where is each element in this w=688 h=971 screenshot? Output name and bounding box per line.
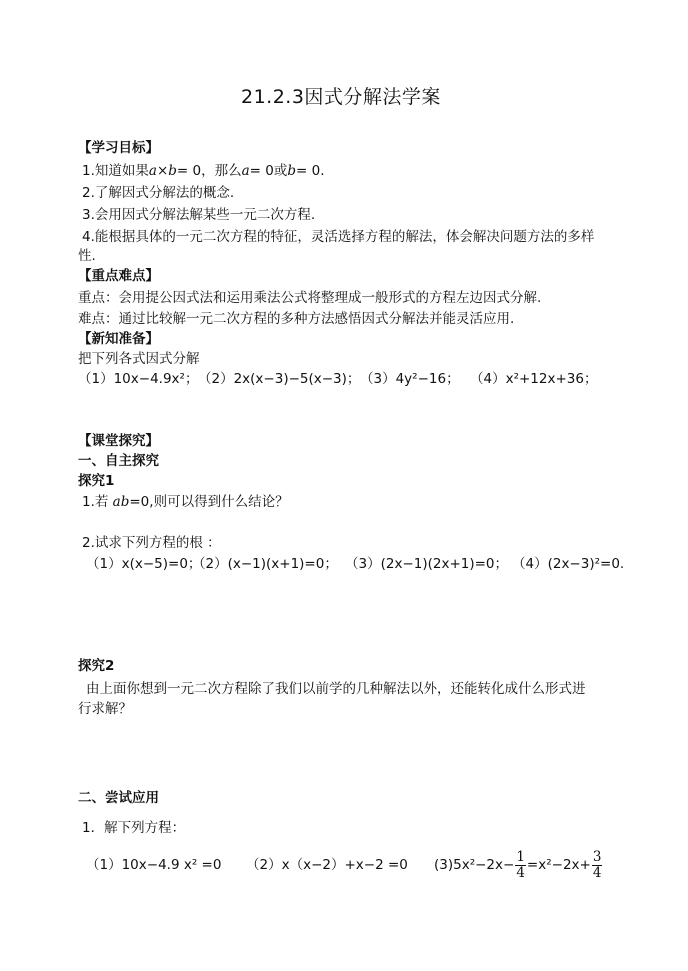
page-title: 21.2.3因式分解法学案 [241, 86, 441, 108]
root-equation-4: （4）(2x−3)²=0. [512, 556, 625, 572]
fraction-three-quarters: $\frac{3}{4}$ [592, 848, 602, 881]
exploration-1-label: 探究1 [78, 473, 115, 489]
root-equation-2: （2）(x−1)(x+1)=0； [192, 556, 338, 572]
exploration-2-question-line-2: 行求解？ [78, 701, 132, 717]
objective-1: 1.知道如果a×b= 0，那么a= 0或b= 0. [82, 163, 325, 179]
objective-4-line-1: 4.能根据具体的一元二次方程的特征，灵活选择方程的解法，体会解决问题方法的多样 [82, 229, 595, 245]
objective-4-line-2: 性. [78, 248, 96, 264]
objective-3: 3.会用因式分解法解某些一元二次方程. [82, 207, 316, 223]
exploration-2-label: 探究2 [78, 658, 115, 674]
factor-problem-1: （1）10x−4.9x²； [78, 371, 199, 387]
factor-problem-3: （3）4y²−16； [360, 371, 460, 387]
section-heading-exploration: 【课堂探究】 [78, 433, 159, 449]
root-equation-1: （1）x(x−5)=0； [86, 556, 202, 572]
key-point: 重点：会用提公因式法和运用乘法公式将整理成一般形式的方程左边因式分解. [78, 290, 542, 306]
objective-2: 2.了解因式分解法的概念. [82, 185, 235, 201]
root-equation-3: （3）(2x−1)(2x+1)=0； [345, 556, 509, 572]
exploration-question-2: 2.试求下列方程的根 ： [82, 535, 221, 551]
application-equation-1: （1）10x−4.9 x² =0 [86, 857, 222, 873]
section-heading-key-points: 【重点难点】 [78, 268, 159, 284]
subsection-self-exploration: 一、自主探究 [78, 453, 159, 469]
exploration-2-question-line-1: 由上面你想到一元二次方程除了我们以前学的几种解法以外，还能转化成什么形式进 [86, 681, 586, 697]
section-heading-objectives: 【学习目标】 [78, 140, 159, 156]
fraction-one-quarter: $\frac{1}{4}$ [516, 848, 525, 881]
application-equation-2: （2）x（x−2）+x−2 =0 [246, 857, 408, 873]
section-heading-application: 二、尝试应用 [78, 790, 159, 806]
section-heading-preparation: 【新知准备】 [78, 331, 159, 347]
exploration-question-1: 1.若 ab=0,则可以得到什么结论？ [82, 494, 289, 510]
factor-problem-4: （4）x²+12x+36； [470, 371, 598, 387]
application-question: 1．解下列方程： [82, 820, 186, 836]
factor-problem-2: （2）2x(x−3)−5(x−3)； [198, 371, 361, 387]
preparation-intro: 把下列各式因式分解 [78, 351, 200, 367]
difficult-point: 难点：通过比较解一元二次方程的多种方法感悟因式分解法并能灵活应用. [78, 311, 515, 327]
application-equation-3: (3)5x²−2x− $\frac{1}{4}$ =x²−2x+ $\frac{3}{4}$ [434, 848, 602, 881]
